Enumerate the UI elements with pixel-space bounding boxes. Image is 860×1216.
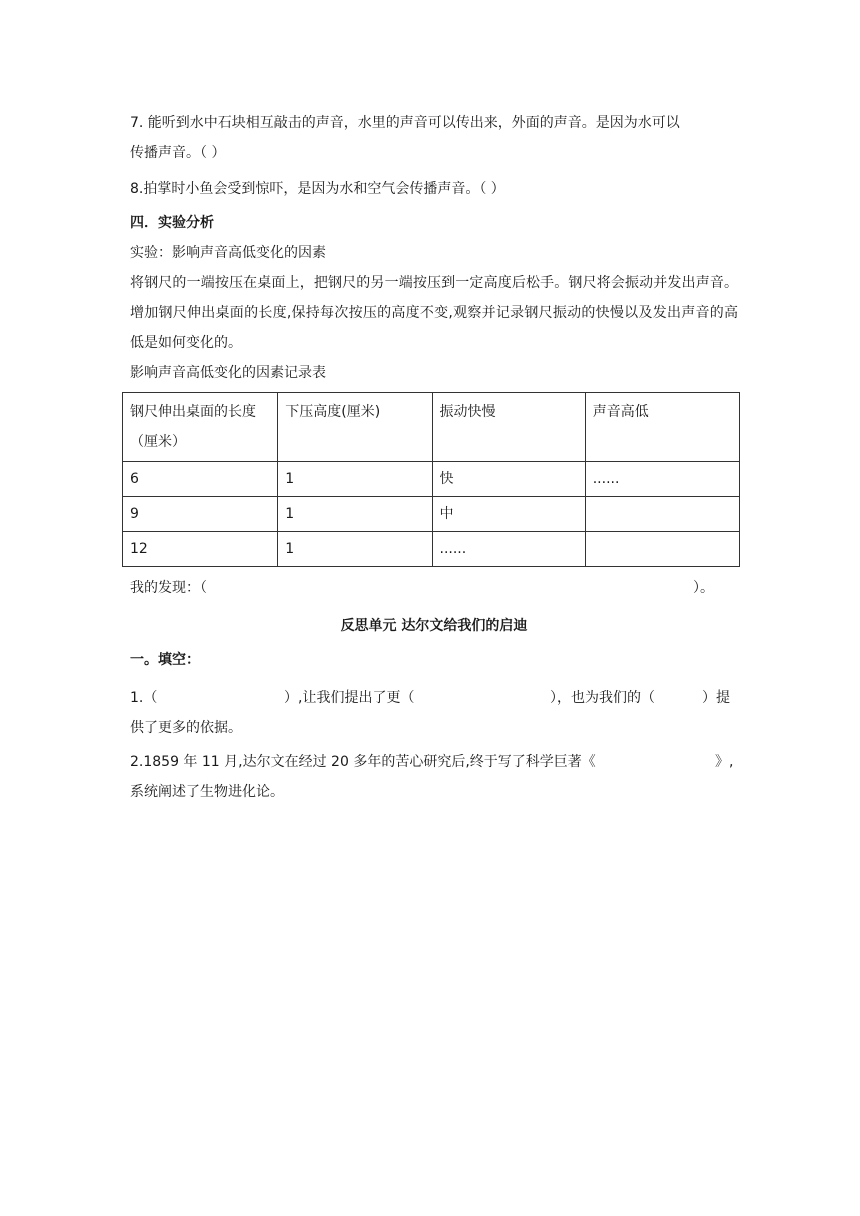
section-heading-experiment: 四．实验分析 [130, 215, 214, 231]
table-cell: 6 [123, 462, 278, 497]
table-header-cell: 振动快慢 [432, 393, 585, 462]
question-7-line-1: 7. 能听到水中石块相互敲击的声音，水里的声音可以传出来，外面的声音。是因为水可以 [130, 115, 680, 131]
table-cell: 1 [278, 462, 432, 497]
q2-part-1: 2.1859 年 11 月,达尔文在经过 20 多年的苦心研究后,终于写了科学巨著《 [130, 754, 596, 770]
table-cell: ...... [432, 532, 585, 567]
q1-part-3: ），也为我们的（ [550, 690, 655, 706]
table-cell: 9 [123, 497, 278, 532]
table-header-cell: 下压高度(厘米) [278, 393, 432, 462]
table-row [123, 532, 740, 567]
finding-label: 我的发现：（ [130, 580, 207, 596]
q1-part-4: ）提 [702, 690, 730, 706]
question-2-line-1 [130, 747, 738, 777]
record-table [122, 392, 740, 567]
finding-close: ）。 [693, 580, 714, 596]
table-caption: 影响声音高低变化的因素记录表 [130, 365, 326, 381]
question-8: 8.拍掌时小鱼会受到惊吓，是因为水和空气会传播声音。（ ） [130, 181, 505, 197]
question-2-line-2: 系统阐述了生物进化论。 [130, 784, 284, 800]
table-cell [585, 497, 739, 532]
table-cell: ...... [585, 462, 739, 497]
table-cell: 1 [278, 532, 432, 567]
table-header-cell: 声音高低 [585, 393, 739, 462]
table-header-cell: 钢尺伸出桌面的长度（厘米） [123, 393, 278, 462]
table-cell: 快 [432, 462, 585, 497]
document-page [130, 108, 738, 807]
q2-part-2: 》, [715, 754, 734, 770]
table-cell: 12 [123, 532, 278, 567]
q1-part-2: ）,让我们提出了更（ [284, 690, 415, 706]
q1-part-1: 1.（ [130, 690, 158, 706]
question-1-line-2: 供了更多的依据。 [130, 720, 242, 736]
fill-in-heading: 一。填空： [130, 652, 200, 668]
table-cell [585, 532, 739, 567]
unit-title: 反思单元 达尔文给我们的启迪 [340, 618, 528, 634]
table-header-row [123, 393, 740, 462]
experiment-title: 实验：影响声音高低变化的因素 [130, 245, 326, 261]
table-row [123, 497, 740, 532]
experiment-description: 将钢尺的一端按压在桌面上，把钢尺的另一端按压到一定高度后松手。钢尺将会振动并发出声音。增加钢尺伸出桌面的长度,保持每次按压的高度不变,观察并记录钢尺振动的快慢以及发出声音的高低是如何变化的。 [130, 275, 738, 351]
question-7-line-2: 传播声音。（ ） [130, 145, 226, 161]
question-1-line-1 [130, 683, 738, 713]
table-cell: 1 [278, 497, 432, 532]
my-finding [130, 573, 738, 603]
table-cell: 中 [432, 497, 585, 532]
table-row [123, 462, 740, 497]
